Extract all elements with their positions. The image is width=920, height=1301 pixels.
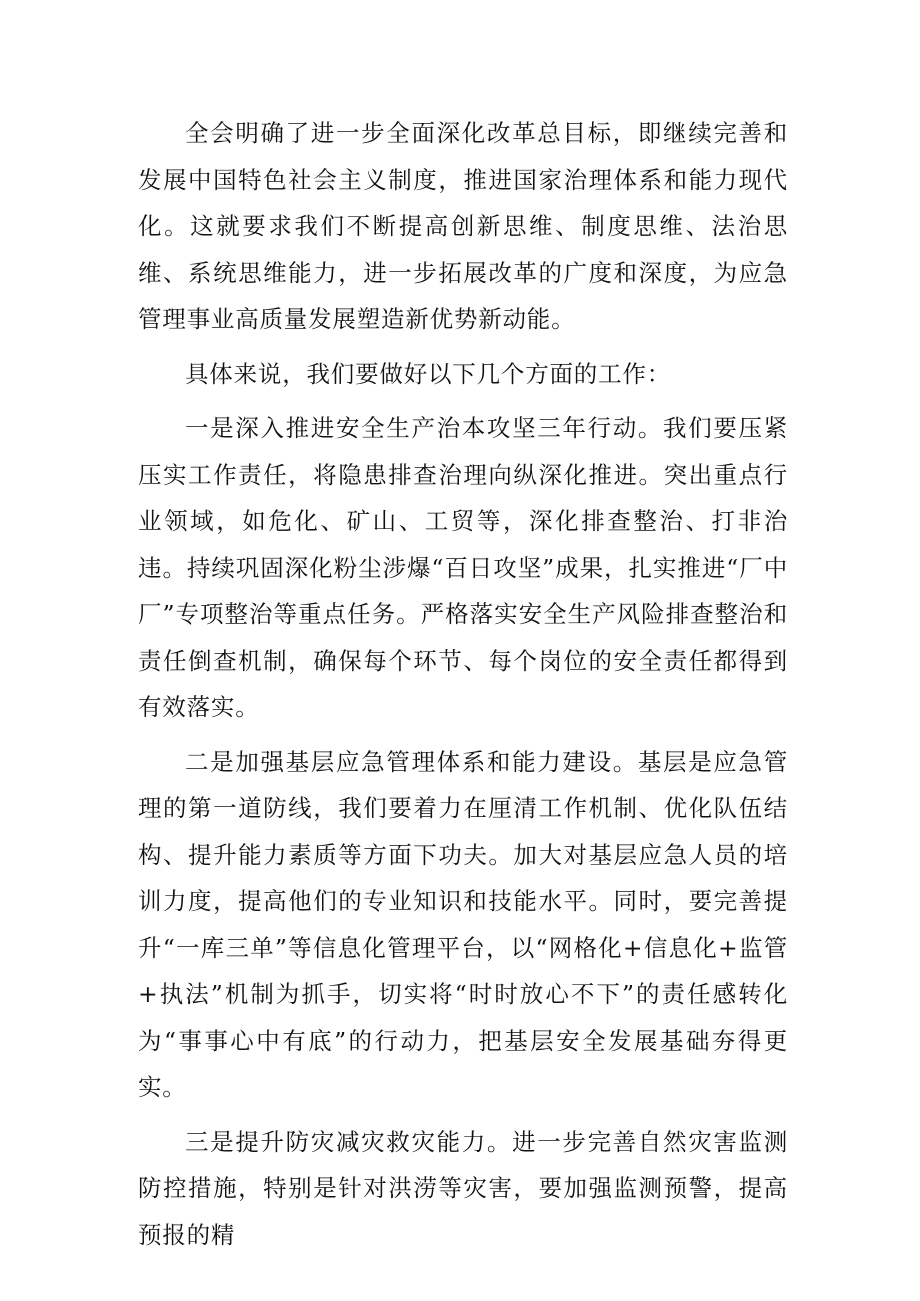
paragraph-1: 全会明确了进一步全面深化改革总目标，即继续完善和发展中国特色社会主义制度，推进国家治理体系和能力现代化。这就要求我们不断提高创新思维、制度思维、法治思维、系统思维能力，进一步拓展改革的广度和深度，为应急管理事业高质量发展塑造新优势新动能。 — [138, 119, 788, 333]
paragraph-2: 具体来说，我们要做好以下几个方面的工作： — [185, 359, 671, 388]
paragraph-3: 一是深入推进安全生产治本攻坚三年行动。我们要压紧压实工作责任，将隐患排查治理向纵深化推进。突出重点行业领域，如危化、矿山、工贸等，深化排查整治、打非治违。持续巩固深化粉尘涉爆“百日攻坚”成果，扎实推进“厂中厂”专项整治等重点任务。严格落实安全生产风险排查整治和责任倒查机制，确保每个环节、每个岗位的安全责任都得到有效落实。 — [138, 414, 788, 721]
paragraph-4: 二是加强基层应急管理体系和能力建设。基层是应急管理的第一道防线，我们要着力在厘清工作机制、优化队伍结构、提升能力素质等方面下功夫。加大对基层应急人员的培训力度，提高他们的专业知识和技能水平。同时，要完善提升“一库三单”等信息化管理平台，以“网格化+信息化+监管+执法”机制为抓手，切实将“时时放心不下”的责任感转化为“事事心中有底”的行动力，把基层安全发展基础夯得更实。 — [138, 747, 788, 1101]
document-body — [138, 110, 788, 1266]
paragraph-5: 三是提升防灾减灾救灾能力。进一步完善自然灾害监测防控措施，特别是针对洪涝等灾害，要加强监测预警，提高预报的精 — [138, 1127, 788, 1249]
